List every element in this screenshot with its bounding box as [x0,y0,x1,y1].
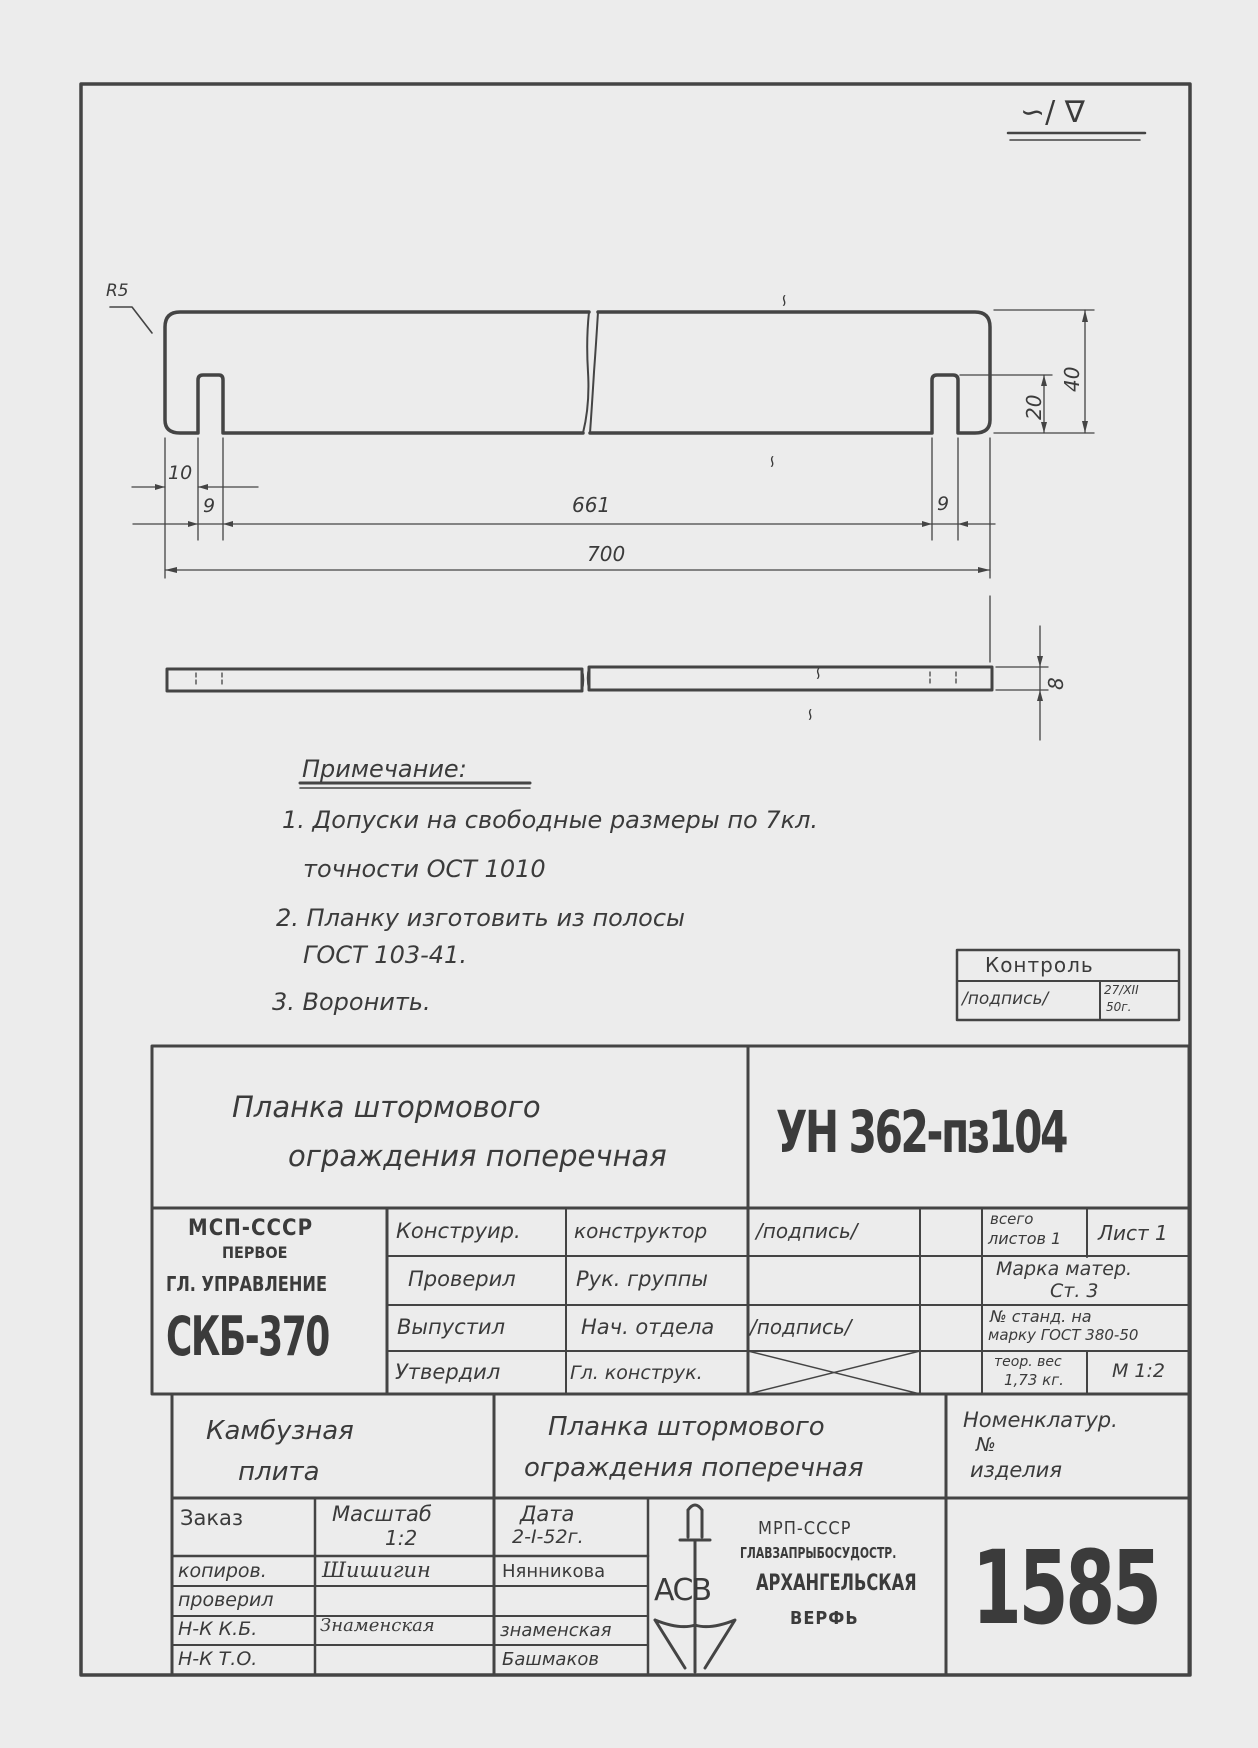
lower-part-name-line1: Планка штормового [548,1412,825,1442]
shipyard-line3: АРХАНГЕЛЬСКАЯ [756,1571,917,1596]
scale-value: 1:2 [385,1526,418,1550]
date-value: 2-I-52г. [512,1526,584,1548]
dim-slot-width-left: 9 [203,495,216,517]
radius-label: R5 [106,281,129,301]
scale-value-main: М 1:2 [1112,1360,1166,1382]
approval-position-4: Гл. конструк. [570,1362,703,1384]
note-1: 1. Допуски на свободные размеры по 7кл. [282,806,819,834]
nomenclature-line2: № [976,1434,996,1456]
part-name-line1: Планка штормового [232,1090,541,1124]
note-3: 3. Воронить. [272,988,431,1016]
notes-title: Примечание: [302,755,467,783]
part-name-line2: ограждения поперечная [288,1139,667,1173]
approval-role-1: Конструир. [396,1219,521,1243]
note-2: 2. Планку изготовить из полосы [276,904,685,932]
approval-signature-3: /подпись/ [750,1315,852,1339]
weight-label: теор. вес [994,1354,1062,1370]
lower-name-4: Башмаков [502,1649,599,1670]
approval-position-2: Рук. группы [576,1267,708,1291]
approval-signature-1: /подпись/ [756,1219,858,1243]
org-line1: МСП-СССР [188,1216,314,1241]
org-line3: ГЛ. УПРАВЛЕНИЕ [166,1272,328,1296]
approval-role-4: Утвердил [395,1360,501,1384]
dim-slot-depth: 20 [1022,394,1046,420]
shipyard-line4: ВЕРФЬ [790,1608,859,1629]
dim-thickness: 8 [1044,677,1068,690]
drawing-number: УН 362-пз104 [776,1098,1067,1166]
shipyard-line1: МРП-СССР [758,1518,852,1539]
nomenclature-line1: Номенклатур. [963,1408,1118,1432]
standard-label: № станд. на [990,1307,1092,1326]
material-label: Марка матер. [996,1258,1133,1280]
logo-letters: АСВ [654,1573,711,1608]
standard-value: марку ГОСТ 380-50 [988,1326,1139,1344]
dim-edge-offset: 10 [168,462,193,484]
surface-finish-symbol: ∽/ ∇ [1020,95,1085,130]
note-1-cont: точности ОСТ 1010 [303,855,546,883]
lower-part-name-line2: ограждения поперечная [524,1453,864,1483]
assembly-name-line1: Камбузная [206,1416,354,1446]
order-label: Заказ [180,1506,244,1530]
lower-role-3: Н-К К.Б. [178,1618,258,1640]
lower-signature-1: Шишигин [322,1558,431,1582]
dim-inner-length: 661 [572,493,611,517]
lower-role-2: проверил [178,1589,274,1611]
material-value: Ст. 3 [1050,1280,1099,1302]
approval-position-3: Нач. отдела [581,1315,715,1339]
dim-overall-height: 40 [1060,366,1084,392]
lower-role-4: Н-К Т.О. [178,1648,258,1670]
org-line2: ПЕРВОЕ [222,1243,288,1262]
control-stamp-title: Контроль [985,953,1094,977]
approval-position-1: конструктор [574,1219,708,1243]
control-stamp-date-1: 27/XII [1104,983,1139,997]
lower-role-1: копиров. [178,1560,267,1582]
lower-name-1: Нянникова [502,1561,606,1582]
lower-name-3: знаменская [500,1620,612,1641]
nomenclature-line3: изделия [970,1458,1062,1482]
scale-label: Масштаб [332,1502,432,1526]
dim-slot-width-right: 9 [937,493,950,515]
approval-role-3: Выпустил [397,1315,505,1339]
finish-mark-side-bottom: ∽ [800,707,821,722]
date-label: Дата [520,1502,575,1526]
lower-signature-3: Знаменская [320,1615,435,1636]
control-stamp-date-2: 50г. [1106,1000,1132,1014]
control-stamp-signature: /подпись/ [962,989,1049,1009]
note-2-cont: ГОСТ 103-41. [303,941,467,969]
dim-overall-length: 700 [587,542,626,566]
finish-mark-bottom: ∽ [762,454,783,469]
sheet-number: Лист 1 [1098,1221,1168,1245]
weight-value: 1,73 кг. [1004,1371,1064,1389]
finish-mark-side-top: ∽ [808,666,829,681]
sheets-total-value: листов 1 [988,1229,1062,1248]
shipyard-line2: ГЛАВЗАПРЫБОСУДОСТР. [740,1544,897,1562]
sheets-total-label: всего [990,1210,1034,1228]
finish-mark-top: ∽ [774,293,795,308]
assembly-name-line2: плита [238,1457,320,1487]
org-code: СКБ-370 [166,1305,329,1368]
approval-role-2: Проверил [408,1267,516,1291]
item-number: 1585 [972,1529,1159,1648]
